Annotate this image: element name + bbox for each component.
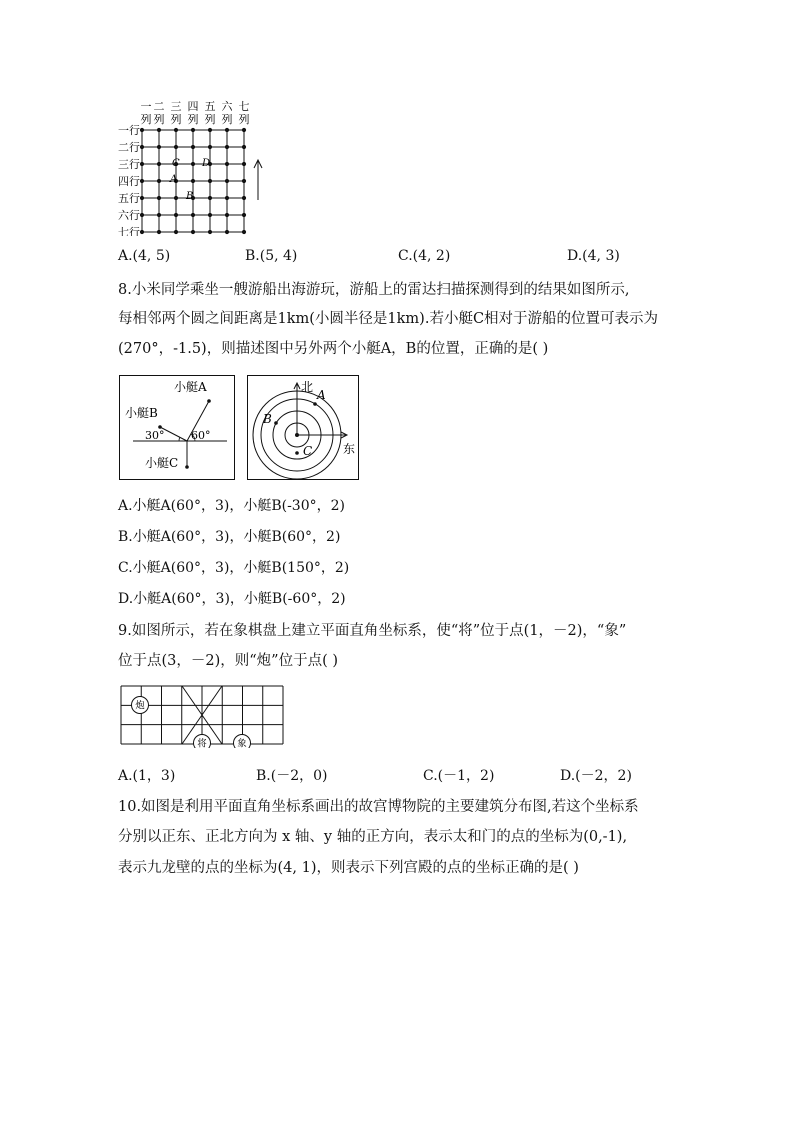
q7-point-a-label: A — [170, 174, 178, 185]
q7-grid-dot — [225, 145, 229, 149]
q7-grid-dot — [225, 213, 229, 217]
q9-option-b[interactable]: B.(－2，0) — [256, 768, 328, 784]
q7-row-label: 二行 — [118, 141, 140, 154]
q7-column-label-top: 二 — [153, 100, 165, 113]
q7-grid-dot — [242, 162, 246, 166]
q8-question-line-3: (270°，-1.5)，则描述图中另外两个小艇A，B的位置，正确的是( ) — [118, 341, 549, 357]
q7-grid-dot — [140, 230, 144, 234]
q7-grid-dot — [140, 196, 144, 200]
fig-label-radar-c: C — [303, 444, 313, 458]
q7-row-label: 七行 — [118, 226, 140, 236]
q7-column-label-bottom: 列 — [238, 113, 250, 126]
q7-grid-dot — [225, 128, 229, 132]
q7-column-label-bottom: 列 — [187, 113, 199, 126]
q7-column-labels — [141, 99, 250, 126]
q7-option-a[interactable]: A.(4, 5) — [118, 248, 171, 264]
q7-grid-dot — [242, 196, 246, 200]
q7-grid-dot — [242, 128, 246, 132]
q7-grid-dot — [157, 128, 161, 132]
q7-grid-dot — [174, 230, 178, 234]
q7-grid-dot — [140, 179, 144, 183]
q9-option-c[interactable]: C.(－1，2) — [423, 768, 495, 784]
q8-boat-angle-figure — [119, 375, 235, 480]
piece-xiang-label: 象 — [237, 738, 247, 748]
q7-grid-dot — [157, 179, 161, 183]
q7-column-label-top: 一 — [140, 100, 152, 113]
q7-grid-dot — [208, 213, 212, 217]
q7-column-label-bottom: 列 — [140, 113, 152, 126]
piece-jiang-label: 将 — [197, 738, 207, 748]
q8-option-a[interactable]: A.小艇A(60°，3)，小艇B(-30°，2) — [118, 498, 345, 514]
q7-column-label-top: 六 — [221, 100, 233, 113]
q7-grid-dot — [140, 145, 144, 149]
q7-row-label: 六行 — [118, 209, 140, 222]
q7-grid-dot — [157, 230, 161, 234]
fig-label-radar-b: B — [263, 412, 272, 426]
q7-grid-dot — [157, 213, 161, 217]
q10-question-line-2: 分别以正东、正北方向为 x 轴、y 轴的正方向，表示太和门的点的坐标为(0,-1), — [118, 829, 628, 845]
q7-column-label-top: 三 — [170, 100, 182, 113]
q8-option-c[interactable]: C.小艇A(60°，3)，小艇B(150°，2) — [118, 560, 350, 576]
q7-row-label: 三行 — [118, 158, 140, 171]
q7-option-b[interactable]: B.(5, 4) — [245, 248, 298, 264]
q7-grid-dot — [157, 196, 161, 200]
q7-grid-dot — [140, 128, 144, 132]
q7-point-c-label: C — [172, 158, 180, 169]
q7-row-labels — [118, 124, 140, 236]
q7-grid-dot — [191, 128, 195, 132]
q9-option-a[interactable]: A.(1，3) — [118, 768, 176, 784]
piece-pao-label: 炮 — [135, 700, 145, 712]
q8-option-b[interactable]: B.小艇A(60°，3)，小艇B(60°，2) — [118, 529, 341, 545]
q7-grid-dot — [191, 213, 195, 217]
fig-label-east: 东 — [343, 442, 356, 456]
q7-grid-dot — [191, 145, 195, 149]
q7-column-label-bottom: 列 — [221, 113, 233, 126]
q7-column-label-bottom: 列 — [170, 113, 182, 126]
q7-grid-dot — [174, 196, 178, 200]
fig-label-angle-30: 30° — [145, 429, 165, 442]
q7-grid-dot — [208, 196, 212, 200]
fig-label-boat-b: 小艇B — [125, 406, 158, 420]
q7-grid-dot — [242, 179, 246, 183]
q10-question-line-1: 10.如图是利用平面直角坐标系画出的故宫博物院的主要建筑分布图,若这个坐标系 — [118, 799, 639, 815]
q7-column-label-top: 四 — [187, 100, 199, 113]
q7-column-label-top: 五 — [204, 100, 216, 113]
fig-label-radar-a: A — [317, 388, 326, 402]
q7-grid-dot — [242, 145, 246, 149]
q7-grid-dot — [208, 145, 212, 149]
q7-row-label: 一行 — [118, 124, 140, 137]
q7-grid-lines — [140, 128, 246, 234]
q8-option-d[interactable]: D.小艇A(60°，3)，小艇B(-60°，2) — [118, 591, 346, 607]
q7-grid-dot — [174, 145, 178, 149]
q7-row-label: 四行 — [118, 175, 140, 188]
q7-grid-dot — [140, 213, 144, 217]
q9-question-line-2: 位于点(3，－2)，则“炮”位于点( ) — [118, 653, 339, 669]
q7-grid-dot — [242, 213, 246, 217]
q7-grid-dot — [157, 162, 161, 166]
q7-column-label-top: 七 — [238, 100, 250, 113]
fig-label-boat-c: 小艇C — [145, 456, 179, 470]
q8-question-line-1: 8.小米同学乘坐一艘游船出海游玩，游船上的雷达扫描探测得到的结果如图所示, — [118, 282, 630, 298]
q8-question-line-2: 每相邻两个圆之间距离是1km(小圆半径是1km).若小艇C相对于游船的位置可表示为 — [118, 311, 659, 327]
north-arrow-icon — [254, 160, 262, 200]
q7-grid-dot — [208, 179, 212, 183]
q7-grid-dot — [225, 196, 229, 200]
q7-option-d[interactable]: D.(4, 3) — [567, 248, 620, 264]
q7-grid-dot — [191, 162, 195, 166]
q7-column-label-bottom: 列 — [204, 113, 216, 126]
fig-label-angle-60: 60° — [191, 429, 211, 442]
q9-option-d[interactable]: D.(－2，2) — [560, 768, 632, 784]
q7-grid-dot — [191, 230, 195, 234]
fig-label-boat-a: 小艇A — [174, 380, 207, 394]
q7-grid-dot — [174, 213, 178, 217]
q7-column-label-bottom: 列 — [153, 113, 165, 126]
q7-row-label: 五行 — [118, 192, 140, 205]
q7-grid-dot — [157, 145, 161, 149]
q7-grid-dot — [208, 230, 212, 234]
q7-point-b-label: B — [186, 191, 194, 202]
fig-label-north: 北 — [301, 380, 314, 394]
q7-grid-dot — [191, 179, 195, 183]
q7-point-d-label: D — [202, 158, 211, 169]
q7-option-c[interactable]: C.(4, 2) — [398, 248, 451, 264]
q7-grid-dot — [242, 230, 246, 234]
q7-grid-dot — [208, 128, 212, 132]
q9-question-line-1: 9.如图所示，若在象棋盘上建立平面直角坐标系，使“将”位于点(1，－2)，“象” — [118, 623, 627, 639]
q7-grid-dot — [225, 230, 229, 234]
q7-grid-dot — [225, 162, 229, 166]
q10-question-line-3: 表示九龙壁的点的坐标为(4, 1)，则表示下列宫殿的点的坐标正确的是( ) — [118, 860, 579, 876]
q9-chessboard-figure — [119, 684, 285, 748]
q8-radar-figure — [247, 375, 359, 480]
q7-grid-figure — [112, 96, 272, 236]
q7-grid-dot — [174, 128, 178, 132]
q7-grid-dot — [140, 162, 144, 166]
q7-grid-dot — [225, 179, 229, 183]
